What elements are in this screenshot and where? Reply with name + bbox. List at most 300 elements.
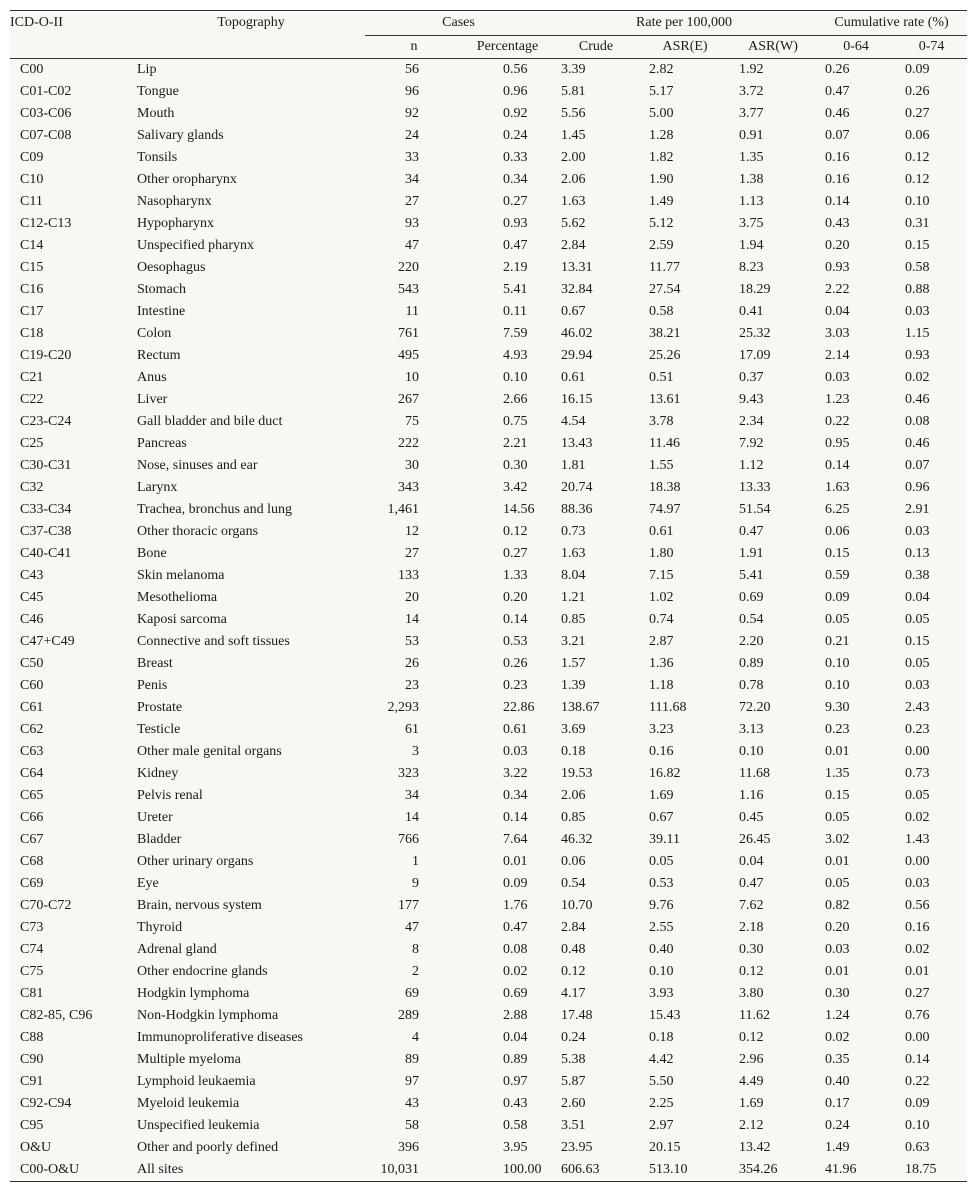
topography-cell: Kidney	[137, 766, 179, 781]
asr-e-cell: 16.82	[649, 766, 681, 781]
cum-0-64-cell: 3.02	[825, 832, 850, 847]
icd-code-cell: C46	[20, 612, 44, 627]
asr-e-cell: 74.97	[649, 502, 681, 517]
icd-code-cell: C14	[20, 238, 44, 253]
cum-0-74-cell: 0.26	[905, 84, 930, 99]
crude-rate-cell: 13.43	[561, 436, 593, 451]
topography-cell: Multiple myeloma	[137, 1052, 241, 1067]
cum-0-74-cell: 0.09	[905, 62, 930, 77]
crude-rate-cell: 0.48	[561, 942, 586, 957]
topography-cell: Mesothelioma	[137, 590, 218, 605]
icd-code-cell: C66	[20, 810, 44, 825]
table-row	[10, 1071, 967, 1093]
crude-rate-cell: 0.54	[561, 876, 586, 891]
asr-w-cell: 4.49	[739, 1074, 764, 1089]
cases-percentage-cell: 0.14	[503, 612, 528, 627]
icd-code-cell: C62	[20, 722, 44, 737]
cum-0-74-cell: 18.75	[905, 1162, 937, 1177]
cum-0-64-cell: 0.95	[825, 436, 850, 451]
cases-n-cell: 761	[398, 326, 419, 341]
icd-code-cell: C47+C49	[20, 634, 75, 649]
cum-0-74-cell: 0.04	[905, 590, 930, 605]
cases-n-cell: 2	[412, 964, 419, 979]
asr-e-cell: 11.46	[649, 436, 680, 451]
cases-n-cell: 3	[412, 744, 419, 759]
cases-percentage-cell: 2.66	[503, 392, 528, 407]
cases-n-cell: 75	[405, 414, 419, 429]
crude-rate-cell: 1.57	[561, 656, 586, 671]
asr-w-cell: 1.94	[739, 238, 764, 253]
table-row	[10, 213, 967, 235]
cum-0-74-cell: 0.58	[905, 260, 930, 275]
cum-0-64-cell: 0.05	[825, 810, 850, 825]
asr-w-cell: 1.92	[739, 62, 764, 77]
cum-0-74-cell: 0.02	[905, 370, 930, 385]
cum-0-74-cell: 2.91	[905, 502, 930, 517]
cum-0-64-cell: 0.46	[825, 106, 850, 121]
cases-n-cell: 93	[405, 216, 419, 231]
table-row	[10, 917, 967, 939]
cases-percentage-cell: 0.10	[503, 370, 528, 385]
cases-percentage-cell: 0.33	[503, 150, 528, 165]
asr-w-cell: 13.42	[739, 1140, 771, 1155]
icd-code-cell: C91	[20, 1074, 44, 1089]
asr-w-cell: 72.20	[739, 700, 771, 715]
cum-0-64-cell: 0.05	[825, 612, 850, 627]
cum-0-64-cell: 0.23	[825, 722, 850, 737]
crude-rate-cell: 0.73	[561, 524, 586, 539]
topography-cell: Bone	[137, 546, 167, 561]
cases-header: Cases	[365, 11, 552, 36]
table-row	[10, 59, 967, 82]
cum-0-64-cell: 0.03	[825, 370, 850, 385]
cases-percentage-cell: 3.22	[503, 766, 528, 781]
topography-cell: Other oropharynx	[137, 172, 237, 187]
crude-rate-cell: 10.70	[561, 898, 593, 913]
asr-w-cell: 3.75	[739, 216, 764, 231]
topography-cell: Anus	[137, 370, 167, 385]
crude-rate-cell: 2.06	[561, 172, 586, 187]
table-row	[10, 125, 967, 147]
crude-rate-cell: 46.02	[561, 326, 593, 341]
icd-subheader-empty	[10, 36, 137, 59]
icd-code-cell: C60	[20, 678, 44, 693]
topography-cell: Tonsils	[137, 150, 178, 165]
cases-percentage-cell: 0.69	[503, 986, 528, 1001]
crude-rate-cell: 0.85	[561, 810, 586, 825]
table-row	[10, 873, 967, 895]
asr-w-cell: 0.69	[739, 590, 764, 605]
topography-cell: Non-Hodgkin lymphoma	[137, 1008, 279, 1023]
cases-n-cell: 133	[398, 568, 419, 583]
cum-0-64-cell: 0.10	[825, 656, 850, 671]
topography-cell: Lip	[137, 62, 157, 77]
crude-rate-cell: 1.81	[561, 458, 586, 473]
cases-percentage-cell: 5.41	[503, 282, 528, 297]
table-row	[10, 521, 967, 543]
cases-n-cell: 56	[405, 62, 419, 77]
asr-w-cell: 51.54	[739, 502, 771, 517]
asr-e-cell: 2.55	[649, 920, 674, 935]
cases-n-cell: 24	[405, 128, 419, 143]
table-row	[10, 455, 967, 477]
cases-n-cell: 53	[405, 634, 419, 649]
crude-rate-cell: 5.81	[561, 84, 586, 99]
icd-code-cell: C45	[20, 590, 44, 605]
topography-cell: Nasopharynx	[137, 194, 212, 209]
crude-rate-cell: 46.32	[561, 832, 593, 847]
cum-0-74-cell: 0.05	[905, 612, 930, 627]
cum-0-74-cell: 0.08	[905, 414, 930, 429]
asr-e-cell: 0.10	[649, 964, 674, 979]
asr-w-cell: 0.91	[739, 128, 764, 143]
cum-0-64-cell: 0.93	[825, 260, 850, 275]
cases-n-cell: 766	[398, 832, 419, 847]
cases-percentage-cell: 0.58	[503, 1118, 528, 1133]
crude-rate-cell: 3.51	[561, 1118, 586, 1133]
cum-0-74-cell: 0.03	[905, 304, 930, 319]
icd-code-cell: C12-C13	[20, 216, 72, 231]
cases-percentage-cell: 0.27	[503, 546, 528, 561]
table-row	[10, 807, 967, 829]
asr-e-cell: 3.23	[649, 722, 674, 737]
asr-e-cell: 5.12	[649, 216, 674, 231]
asr-e-cell: 0.67	[649, 810, 674, 825]
cum-0-64-cell: 0.17	[825, 1096, 850, 1111]
cum-0-74-cell: 0.16	[905, 920, 930, 935]
asr-e-cell: 0.51	[649, 370, 674, 385]
cases-n-cell: 14	[405, 612, 419, 627]
cases-percentage-cell: 0.47	[503, 920, 528, 935]
cum-0-74-cell: 0.03	[905, 876, 930, 891]
crude-rate-cell: 19.53	[561, 766, 593, 781]
cases-n-cell: 97	[405, 1074, 419, 1089]
asr-e-cell: 1.02	[649, 590, 674, 605]
cases-n-cell: 92	[405, 106, 419, 121]
cases-n-cell: 96	[405, 84, 419, 99]
cases-percentage-cell: 1.33	[503, 568, 528, 583]
icd-code-cell: C30-C31	[20, 458, 72, 473]
icd-code-cell: C40-C41	[20, 546, 72, 561]
asr-w-cell: 1.91	[739, 546, 764, 561]
cases-n-cell: 11	[405, 304, 419, 319]
asr-w-cell: 0.04	[739, 854, 764, 869]
asr-w-cell: 354.26	[739, 1162, 778, 1177]
asr-e-cell: 1.28	[649, 128, 674, 143]
asr-e-cell: 111.68	[649, 700, 687, 715]
table-header	[10, 11, 967, 59]
asr-w-cell: 1.35	[739, 150, 764, 165]
crude-rate-cell: 138.67	[561, 700, 600, 715]
asr-e-cell: 5.50	[649, 1074, 674, 1089]
asr-w-cell: 1.13	[739, 194, 764, 209]
cases-percentage-cell: 0.30	[503, 458, 528, 473]
icd-code-cell: O&U	[20, 1140, 52, 1155]
cum-0-64-cell: 0.59	[825, 568, 850, 583]
icd-code-cell: C01-C02	[20, 84, 72, 99]
topography-cell: Gall bladder and bile duct	[137, 414, 283, 429]
crude-rate-cell: 17.48	[561, 1008, 593, 1023]
cum-0-74-cell: 0.02	[905, 942, 930, 957]
topography-cell: Oesophagus	[137, 260, 206, 275]
topography-cell: Mouth	[137, 106, 175, 121]
cases-n-cell: 396	[398, 1140, 419, 1155]
asr-w-cell: 3.77	[739, 106, 764, 121]
cum-0-64-cell: 9.30	[825, 700, 850, 715]
asr-e-cell: 0.58	[649, 304, 674, 319]
table-row	[10, 477, 967, 499]
cases-percentage-cell: 7.59	[503, 326, 528, 341]
cases-n-cell: 220	[398, 260, 419, 275]
topography-cell: Lymphoid leukaemia	[137, 1074, 256, 1089]
cum-0-74-cell: 0.56	[905, 898, 930, 913]
cum-0-64-cell: 1.24	[825, 1008, 850, 1023]
table-row	[10, 587, 967, 609]
cum-0-74-cell: 0.01	[905, 964, 930, 979]
table-row	[10, 1159, 967, 1181]
cum-0-64-cell: 1.23	[825, 392, 850, 407]
crude-rate-cell: 13.31	[561, 260, 593, 275]
asr-w-cell: 0.54	[739, 612, 764, 627]
asr-w-header: ASR(W)	[730, 36, 816, 59]
crude-rate-cell: 16.15	[561, 392, 593, 407]
cum-0-74-cell: 0.06	[905, 128, 930, 143]
table-row	[10, 1049, 967, 1071]
cases-n-cell: 267	[398, 392, 419, 407]
crude-rate-cell: 5.62	[561, 216, 586, 231]
table-row	[10, 829, 967, 851]
icd-code-cell: C69	[20, 876, 44, 891]
asr-e-cell: 20.15	[649, 1140, 681, 1155]
cases-n-cell: 2,293	[387, 700, 419, 715]
topography-cell: Liver	[137, 392, 168, 407]
icd-code-cell: C00	[20, 62, 44, 77]
asr-e-cell: 11.77	[649, 260, 680, 275]
asr-e-cell: 2.82	[649, 62, 674, 77]
asr-w-cell: 1.12	[739, 458, 764, 473]
asr-w-cell: 0.12	[739, 1030, 764, 1045]
asr-e-cell: 1.69	[649, 788, 674, 803]
cum-0-64-cell: 0.20	[825, 920, 850, 935]
cum-0-74-cell: 0.10	[905, 194, 930, 209]
cum-0-74-cell: 0.14	[905, 1052, 930, 1067]
topography-subheader-empty	[137, 36, 365, 59]
asr-e-header: ASR(E)	[640, 36, 730, 59]
asr-e-cell: 0.18	[649, 1030, 674, 1045]
cases-n-cell: 12	[405, 524, 419, 539]
cases-n-cell: 47	[405, 238, 419, 253]
table-row	[10, 411, 967, 433]
topography-cell: Tongue	[137, 84, 179, 99]
asr-w-cell: 9.43	[739, 392, 764, 407]
icd-code-cell: C90	[20, 1052, 44, 1067]
cum-0-64-cell: 0.10	[825, 678, 850, 693]
cum-0-64-cell: 0.35	[825, 1052, 850, 1067]
cum-0-64-cell: 0.22	[825, 414, 850, 429]
asr-w-cell: 2.20	[739, 634, 764, 649]
cum-0-64-cell: 0.01	[825, 964, 850, 979]
crude-rate-cell: 2.84	[561, 920, 586, 935]
cum-0-64-cell: 0.09	[825, 590, 850, 605]
icd-code-cell: C82-85, C96	[20, 1008, 93, 1023]
topography-cell: Myeloid leukemia	[137, 1096, 240, 1111]
crude-rate-cell: 606.63	[561, 1162, 600, 1177]
cases-percentage-cell: 0.09	[503, 876, 528, 891]
asr-e-cell: 5.00	[649, 106, 674, 121]
icd-code-cell: C11	[20, 194, 43, 209]
asr-e-cell: 1.80	[649, 546, 674, 561]
topography-cell: Rectum	[137, 348, 181, 363]
icd-code-cell: C23-C24	[20, 414, 72, 429]
asr-w-cell: 2.18	[739, 920, 764, 935]
table-row	[10, 323, 967, 345]
topography-cell: Salivary glands	[137, 128, 224, 143]
asr-w-cell: 25.32	[739, 326, 771, 341]
cum-0-64-cell: 2.14	[825, 348, 850, 363]
cum-0-64-cell: 1.35	[825, 766, 850, 781]
cum-0-64-cell: 0.21	[825, 634, 850, 649]
incidence-table-panel	[10, 10, 967, 1182]
table-row	[10, 763, 967, 785]
table-row	[10, 1137, 967, 1159]
table-row	[10, 433, 967, 455]
table-row	[10, 851, 967, 873]
cum-0-74-cell: 2.43	[905, 700, 930, 715]
cases-n-cell: 23	[405, 678, 419, 693]
icd-code-cell: C61	[20, 700, 44, 715]
icd-code-cell: C18	[20, 326, 44, 341]
crude-header: Crude	[552, 36, 640, 59]
asr-e-cell: 0.53	[649, 876, 674, 891]
crude-rate-cell: 3.21	[561, 634, 586, 649]
cases-percentage-cell: 0.26	[503, 656, 528, 671]
cases-percentage-cell: 0.27	[503, 194, 528, 209]
crude-rate-cell: 23.95	[561, 1140, 593, 1155]
asr-e-cell: 7.15	[649, 568, 674, 583]
icd-code-cell: C21	[20, 370, 44, 385]
cum-0-74-cell: 0.09	[905, 1096, 930, 1111]
cum-0-64-cell: 0.24	[825, 1118, 850, 1133]
table-row	[10, 389, 967, 411]
asr-e-cell: 0.74	[649, 612, 674, 627]
crude-rate-cell: 29.94	[561, 348, 593, 363]
table-row	[10, 675, 967, 697]
table-row	[10, 697, 967, 719]
cases-percentage-cell: 14.56	[503, 502, 535, 517]
asr-e-cell: 27.54	[649, 282, 681, 297]
asr-w-cell: 18.29	[739, 282, 771, 297]
cases-percentage-cell: 0.01	[503, 854, 528, 869]
asr-w-cell: 0.45	[739, 810, 764, 825]
asr-w-cell: 0.78	[739, 678, 764, 693]
table-row	[10, 81, 967, 103]
icd-code-cell: C15	[20, 260, 44, 275]
cum-0-64-cell: 0.01	[825, 744, 850, 759]
asr-e-cell: 1.18	[649, 678, 674, 693]
crude-rate-cell: 8.04	[561, 568, 586, 583]
cases-percentage-cell: 0.24	[503, 128, 528, 143]
cases-percentage-cell: 0.14	[503, 810, 528, 825]
crude-rate-cell: 0.12	[561, 964, 586, 979]
topography-cell: Stomach	[137, 282, 186, 297]
cases-percentage-cell: 0.08	[503, 942, 528, 957]
cases-n-cell: 14	[405, 810, 419, 825]
table-row	[10, 631, 967, 653]
cases-n-cell: 4	[412, 1030, 419, 1045]
asr-e-cell: 38.21	[649, 326, 681, 341]
asr-w-cell: 5.41	[739, 568, 764, 583]
cases-n-cell: 33	[405, 150, 419, 165]
topography-cell: Hypopharynx	[137, 216, 214, 231]
icd-code-cell: C32	[20, 480, 44, 495]
cum-0-64-cell: 0.20	[825, 238, 850, 253]
table-row	[10, 1115, 967, 1137]
asr-e-cell: 1.55	[649, 458, 674, 473]
asr-w-cell: 0.37	[739, 370, 764, 385]
icd-header: ICD-O-II	[10, 15, 63, 31]
asr-e-cell: 0.05	[649, 854, 674, 869]
asr-e-cell: 5.17	[649, 84, 674, 99]
topography-cell: Other urinary organs	[137, 854, 254, 869]
asr-e-cell: 2.25	[649, 1096, 674, 1111]
crude-rate-cell: 0.18	[561, 744, 586, 759]
asr-w-cell: 3.80	[739, 986, 764, 1001]
icd-code-cell: C68	[20, 854, 44, 869]
crude-rate-cell: 5.38	[561, 1052, 586, 1067]
cum-0-64-cell: 0.30	[825, 986, 850, 1001]
cum-0-64-cell: 0.05	[825, 876, 850, 891]
cum-0-74-cell: 0.38	[905, 568, 930, 583]
table-row	[10, 719, 967, 741]
cum-0-64-cell: 0.02	[825, 1030, 850, 1045]
cum-0-74-cell: 0.31	[905, 216, 930, 231]
cases-percentage-cell: 0.34	[503, 172, 528, 187]
cases-percentage-cell: 0.56	[503, 62, 528, 77]
topography-cell: Unspecified pharynx	[137, 238, 255, 253]
topography-cell: Ureter	[137, 810, 173, 825]
cum-0-74-cell: 0.05	[905, 656, 930, 671]
table-row	[10, 499, 967, 521]
cases-percentage-cell: 7.64	[503, 832, 528, 847]
cum-0-64-cell: 0.03	[825, 942, 850, 957]
cum-0-64-cell: 0.15	[825, 788, 850, 803]
table-row	[10, 609, 967, 631]
asr-w-cell: 3.13	[739, 722, 764, 737]
cum-0-74-cell: 0.12	[905, 172, 930, 187]
cases-percentage-cell: 0.53	[503, 634, 528, 649]
cases-percentage-cell: 22.86	[503, 700, 535, 715]
cum-0-74-cell: 0.02	[905, 810, 930, 825]
cases-percentage-cell: 2.19	[503, 260, 528, 275]
crude-rate-cell: 0.85	[561, 612, 586, 627]
asr-e-cell: 2.97	[649, 1118, 674, 1133]
icd-code-cell: C95	[20, 1118, 44, 1133]
crude-rate-cell: 0.61	[561, 370, 586, 385]
topography-cell: Prostate	[137, 700, 183, 715]
asr-w-cell: 1.69	[739, 1096, 764, 1111]
crude-rate-cell: 0.24	[561, 1030, 586, 1045]
asr-e-cell: 25.26	[649, 348, 681, 363]
asr-e-cell: 0.40	[649, 942, 674, 957]
crude-rate-cell: 1.21	[561, 590, 586, 605]
asr-w-cell: 1.38	[739, 172, 764, 187]
icd-code-cell: C07-C08	[20, 128, 72, 143]
asr-e-cell: 2.59	[649, 238, 674, 253]
cases-n-cell: 30	[405, 458, 419, 473]
asr-e-cell: 1.49	[649, 194, 674, 209]
topography-cell: Colon	[137, 326, 172, 341]
table-row	[10, 191, 967, 213]
